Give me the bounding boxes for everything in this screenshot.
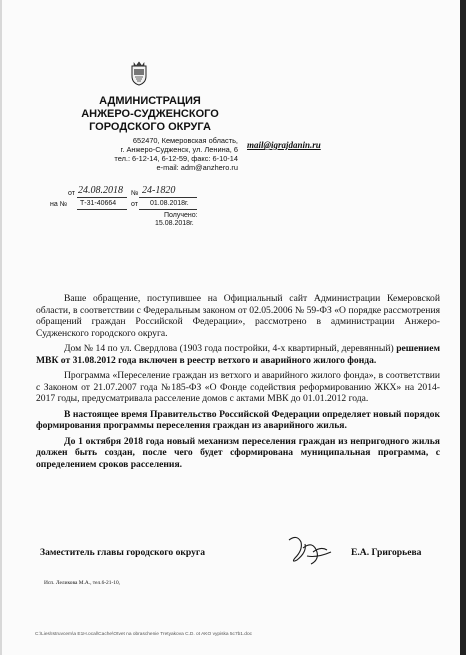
in-reply-date-underline — [139, 209, 197, 210]
paragraph-appeal: Ваше обращение, поступившее на Официальный сайт Администрации Кемеровской области, в соответствии с Федеральным законом от 02.05.2006 № 59-ФЗ «О порядке рассмотрения обращений граждан Российской Федерации», рассмотрено в администрации Анжеро-Судженского городского округа. — [36, 293, 440, 339]
paragraph-program: Программа «Переселение граждан из ветхого и аварийного жилого фонда», в соответствии с Законом от 21.07.2007 года №185-ФЗ «О Фонде содействия реформированию ЖКХ» на 2014-2017 годы, предусматривала расселение домов с актами МВК до 01.01.2012 года. — [36, 370, 440, 404]
address-line-3: тел.: 6-12-14, 6-12-59, факс: 6-10-14 — [114, 154, 238, 163]
paragraph-house-text: Дом № 14 по ул. Свердлова (1903 года постройки, 4-х квартирный, деревянный) — [64, 343, 397, 354]
letter-number-handwritten: 24-1820 — [142, 185, 176, 196]
in-reply-date: 01.08.2018г. — [150, 200, 189, 207]
org-name-line-2: АНЖЕРО-СУДЖЕНСКОГО — [81, 108, 219, 120]
in-reply-from-label: от — [131, 201, 138, 208]
in-reply-label: на № — [50, 201, 68, 208]
paragraph-house-decision: решением МВК от 31.08.2012 года включен в реестр ветхого и аварийного жилого фонда. — [36, 343, 440, 366]
in-reply-number: Т-31-40664 — [80, 200, 117, 207]
executor-info: Исп. Леликова М.А., тел.6-21-10, — [44, 580, 120, 586]
document-file-path: C:\Lies\Istruvcem\a E1H.ocal\Cache\Otvet na obraschenie Tretyakova C.D. ot AKO vypiska 5c7b1.doc — [35, 632, 253, 637]
address-line-2: г. Анжеро-Судженск, ул. Ленина, 6 — [120, 145, 238, 154]
scan-edge-left — [0, 0, 2, 655]
organization-name — [80, 95, 220, 134]
recipient-email: mail@igrajdanin.ru — [247, 140, 321, 150]
city-emblem-icon — [130, 60, 148, 86]
paragraph-deadline: До 1 октября 2018 года новый механизм переселения граждан из непригодного жилья должен быть создан, после чего будет сформирована муниципальная программа, с определением сроков расселения. — [36, 435, 440, 470]
letter-date-handwritten: 24.08.2018 — [78, 185, 123, 196]
date-label: от — [68, 190, 75, 197]
handwritten-signature — [283, 530, 335, 570]
address-line-1: 652470, Кемеровская область, — [132, 136, 238, 145]
scan-edge-right — [460, 0, 466, 655]
organization-address — [60, 136, 238, 172]
signatory-name: Е.А. Григорьева — [351, 547, 422, 558]
date-underline — [77, 197, 127, 198]
paragraph-house — [36, 343, 440, 366]
number-underline — [139, 197, 197, 198]
paragraph-new-procedure: В настоящее время Правительство Российской Федерации определяет новый порядок формирования программы переселения граждан из аварийного жилья. — [36, 408, 440, 431]
received-label: Получено: — [164, 212, 198, 219]
signatory-position: Заместитель главы городского округа — [40, 547, 206, 558]
letter-body — [36, 293, 440, 474]
address-line-4: e-mail: adm@anzhero.ru — [156, 163, 238, 172]
org-name-line-1: АДМИНИСТРАЦИЯ — [99, 95, 201, 107]
in-reply-number-underline — [77, 209, 127, 210]
number-label: № — [131, 190, 139, 197]
received-date: 15.08.2018г. — [155, 220, 194, 227]
org-name-line-3: ГОРОДСКОГО ОКРУГА — [89, 121, 211, 133]
